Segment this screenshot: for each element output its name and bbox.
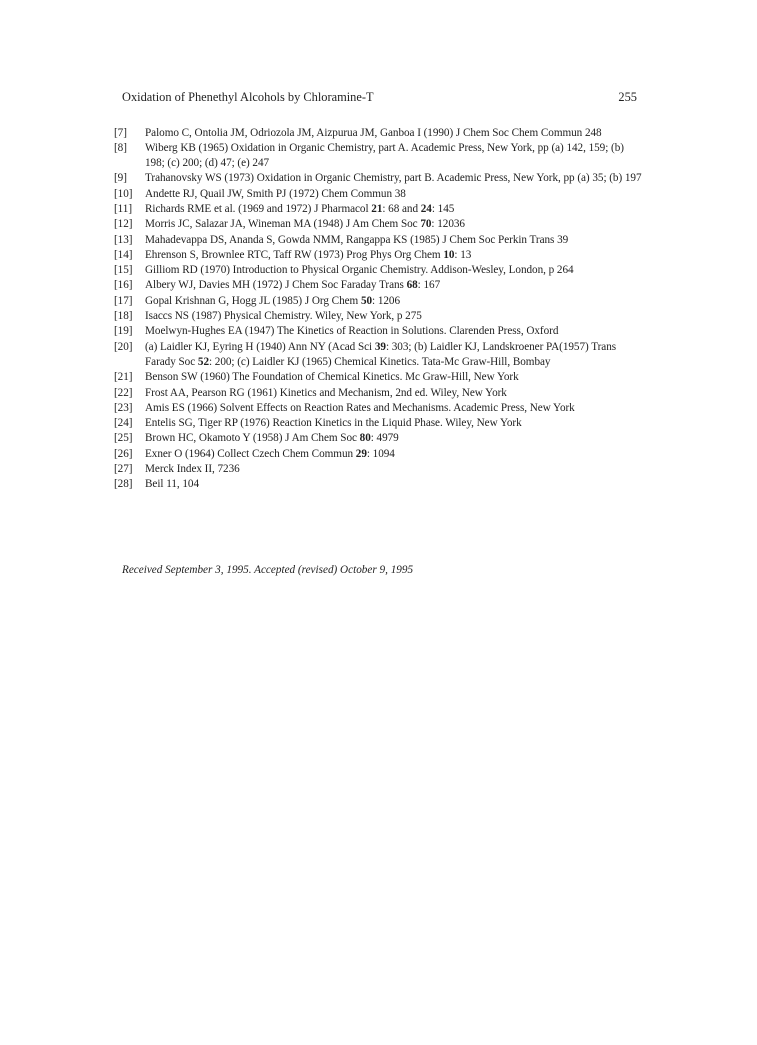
reference-text bbox=[145, 278, 646, 293]
reference-item bbox=[114, 309, 646, 324]
reference-number: [15] bbox=[114, 264, 133, 277]
reference-item bbox=[114, 324, 646, 339]
reference-text-segment: : 200; (c) Laidler KJ (1965) Chemical Kinetics. Tata-Mc Graw-Hill, Bombay bbox=[209, 355, 551, 368]
reference-text bbox=[145, 217, 646, 232]
reference-text bbox=[145, 263, 646, 278]
reference-item bbox=[114, 217, 646, 232]
reference-text bbox=[145, 462, 646, 477]
reference-number: [18] bbox=[114, 310, 133, 323]
reference-volume: 52 bbox=[197, 355, 209, 368]
reference-text-segment: : 68 and bbox=[382, 202, 421, 215]
reference-text bbox=[145, 141, 646, 172]
reference-item bbox=[114, 416, 646, 431]
reference-text-segment: Mahadevappa DS, Ananda S, Gowda NMM, Rangappa KS (1985) J Chem Soc Perkin Trans 39 bbox=[145, 233, 569, 246]
reference-text bbox=[145, 248, 646, 263]
reference-text-segment: Gilliom RD (1970) Introduction to Physical Organic Chemistry. Addison-Wesley, London, p 264 bbox=[145, 264, 574, 277]
reference-text-segment: Ehrenson S, Brownlee RTC, Taff RW (1973) Prog Phys Org Chem bbox=[145, 248, 444, 261]
running-title: Oxidation of Phenethyl Alcohols by Chloramine-T bbox=[122, 90, 374, 104]
reference-text-segment: Morris JC, Salazar JA, Wineman MA (1948) J Am Chem Soc bbox=[145, 218, 421, 231]
reference-text-segment: Richards RME et al. (1969 and 1972) J Pharmacol bbox=[145, 202, 372, 215]
reference-text-segment: Entelis SG, Tiger RP (1976) Reaction Kinetics in the Liquid Phase. Wiley, New York bbox=[145, 417, 522, 430]
reference-item bbox=[114, 278, 646, 293]
reference-text-segment: Moelwyn-Hughes EA (1947) The Kinetics of Reaction in Solutions. Clarenden Press, Oxford bbox=[145, 325, 559, 338]
reference-volume: 68 bbox=[406, 279, 418, 292]
reference-text bbox=[145, 340, 646, 371]
reference-text-segment: (a) Laidler KJ, Eyring H (1940) Ann NY (Acad Sci bbox=[145, 340, 375, 353]
reference-text-segment: Brown HC, Okamoto Y (1958) J Am Chem Soc bbox=[145, 432, 360, 445]
reference-text bbox=[145, 126, 646, 141]
reference-text-segment: Benson SW (1960) The Foundation of Chemical Kinetics. Mc Graw-Hill, New York bbox=[145, 371, 519, 384]
reference-text bbox=[145, 309, 646, 324]
reference-number: [26] bbox=[114, 447, 133, 460]
reference-volume: 50 bbox=[360, 294, 373, 307]
reference-volume: 29 bbox=[355, 447, 367, 460]
reference-text bbox=[145, 202, 646, 217]
reference-volume: 10 bbox=[443, 248, 455, 261]
reference-volume: 70 bbox=[420, 218, 432, 231]
reference-item bbox=[114, 202, 646, 217]
reference-text-segment: : 1206 bbox=[372, 294, 401, 307]
reference-item bbox=[114, 477, 646, 492]
reference-number: [23] bbox=[114, 401, 133, 414]
reference-text-segment: Beil 11, 104 bbox=[145, 478, 199, 491]
reference-item bbox=[114, 233, 646, 248]
reference-number: [12] bbox=[114, 218, 133, 231]
reference-number: [21] bbox=[114, 371, 133, 384]
reference-text bbox=[145, 370, 646, 385]
reference-number: [19] bbox=[114, 325, 133, 338]
reference-text-segment: Isaccs NS (1987) Physical Chemistry. Wiley, New York, p 275 bbox=[145, 310, 422, 323]
reference-text-segment: : 167 bbox=[417, 279, 441, 292]
reference-number: [9] bbox=[114, 172, 127, 185]
reference-text-segment: : 1094 bbox=[366, 447, 395, 460]
reference-text-segment: Wiberg KB (1965) Oxidation in Organic Chemistry, part A. Academic Press, New York, pp (a) 142, 159; (b) 198; (c) 200; (d) 47; (e) 247 bbox=[145, 141, 624, 170]
received-accepted-note: Received September 3, 1995. Accepted (revised) October 9, 1995 bbox=[122, 564, 414, 576]
reference-text bbox=[145, 416, 646, 431]
reference-item bbox=[114, 141, 646, 172]
reference-text-segment: Albery WJ, Davies MH (1972) J Chem Soc Faraday Trans bbox=[145, 279, 407, 292]
reference-text-segment: Gopal Krishnan G, Hogg JL (1985) J Org Chem bbox=[145, 294, 361, 307]
reference-number: [8] bbox=[114, 141, 127, 154]
running-header bbox=[122, 88, 637, 106]
reference-text-segment: Amis ES (1966) Solvent Effects on Reaction Rates and Mechanisms. Academic Press, New York bbox=[145, 401, 575, 414]
reference-number: [17] bbox=[114, 294, 133, 307]
reference-number: [13] bbox=[114, 233, 133, 246]
reference-text bbox=[145, 187, 646, 202]
reference-number: [25] bbox=[114, 432, 133, 445]
reference-item bbox=[114, 126, 646, 141]
reference-text-segment: : 13 bbox=[454, 248, 472, 261]
reference-item bbox=[114, 431, 646, 446]
reference-text-segment: : 4979 bbox=[370, 432, 399, 445]
reference-number: [27] bbox=[114, 463, 133, 476]
reference-item bbox=[114, 370, 646, 385]
reference-number: [24] bbox=[114, 417, 133, 430]
reference-item bbox=[114, 171, 646, 186]
reference-item bbox=[114, 294, 646, 309]
reference-volume: 24 bbox=[420, 202, 432, 215]
reference-text-segment: Exner O (1964) Collect Czech Chem Commun bbox=[145, 447, 356, 460]
reference-list bbox=[114, 126, 646, 493]
reference-text bbox=[145, 447, 646, 462]
reference-volume: 39 bbox=[374, 340, 386, 353]
reference-text bbox=[145, 294, 646, 309]
reference-text-segment: Frost AA, Pearson RG (1961) Kinetics and Mechanism, 2nd ed. Wiley, New York bbox=[145, 386, 507, 399]
reference-number: [28] bbox=[114, 478, 133, 491]
reference-text bbox=[145, 401, 646, 416]
reference-text bbox=[145, 324, 646, 339]
reference-volume: 21 bbox=[371, 202, 383, 215]
reference-volume: 80 bbox=[359, 432, 371, 445]
reference-text-segment: Palomo C, Ontolia JM, Odriozola JM, Aizpurua JM, Ganboa I (1990) J Chem Soc Chem Commun 248 bbox=[145, 126, 602, 139]
reference-item bbox=[114, 340, 646, 371]
reference-text-segment: : 145 bbox=[431, 202, 455, 215]
reference-item bbox=[114, 248, 646, 263]
reference-number: [11] bbox=[114, 202, 133, 215]
reference-item bbox=[114, 187, 646, 202]
reference-item bbox=[114, 447, 646, 462]
reference-text bbox=[145, 171, 646, 186]
reference-text-segment: : 12036 bbox=[431, 218, 465, 231]
reference-text-segment: Andette RJ, Quail JW, Smith PJ (1972) Chem Commun 38 bbox=[145, 187, 406, 200]
reference-item bbox=[114, 263, 646, 278]
reference-text bbox=[145, 431, 646, 446]
reference-text-segment: Merck Index II, 7236 bbox=[145, 463, 240, 476]
reference-number: [16] bbox=[114, 279, 133, 292]
reference-text-segment: Trahanovsky WS (1973) Oxidation in Organic Chemistry, part B. Academic Press, New York, pp (a) 35; (b) 197 bbox=[145, 172, 642, 185]
reference-text bbox=[145, 477, 646, 492]
reference-number: [10] bbox=[114, 187, 133, 200]
reference-text-segment: : 303; (b) Laidler KJ, Landskroener PA(1957) Trans Farady Soc bbox=[145, 340, 617, 368]
reference-number: [22] bbox=[114, 386, 133, 399]
reference-text bbox=[145, 233, 646, 248]
page-number: 255 bbox=[618, 90, 637, 104]
reference-item bbox=[114, 401, 646, 416]
reference-number: [7] bbox=[114, 126, 127, 139]
reference-number: [20] bbox=[114, 340, 133, 353]
reference-item bbox=[114, 386, 646, 401]
reference-item bbox=[114, 462, 646, 477]
reference-number: [14] bbox=[114, 248, 133, 261]
reference-text bbox=[145, 386, 646, 401]
